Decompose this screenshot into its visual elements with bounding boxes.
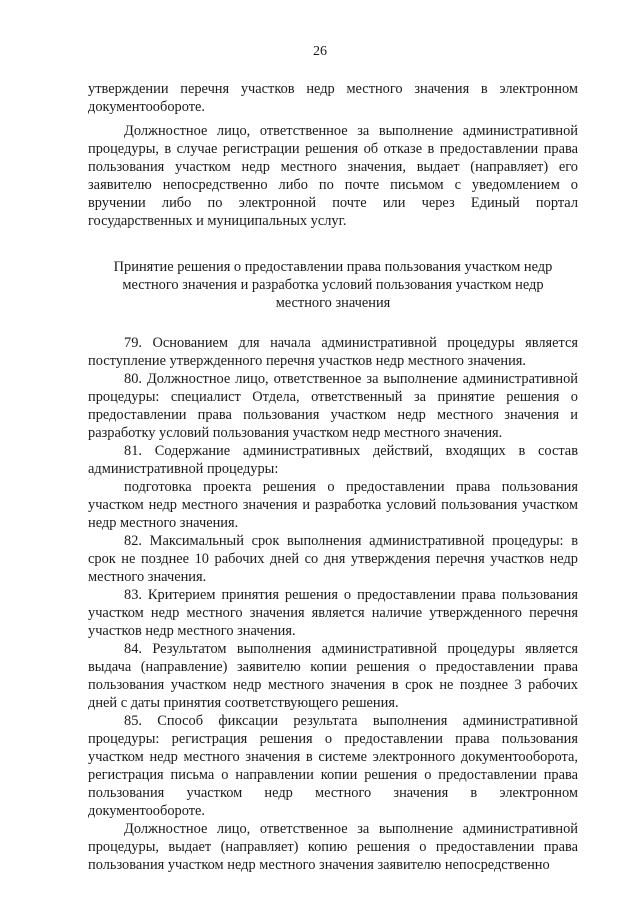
page-number: 26: [313, 44, 327, 59]
paragraph-refusal-delivery: Должностное лицо, ответственное за выполнение административной процедуры, в случае регистрации решения об отказе в предоставлении права пользования участком недр местного значения, выдает (направляет) его заявителю непосредственно либо по почте письмом с уведомлением о вручении либо по электронной почте или через Единый портал государственных и муниципальных услуг.: [88, 123, 578, 229]
item-80: 80. Должностное лицо, ответственное за выполнение административной процедуры: специалист Отдела, ответственный за принятие решения о предоставлении права пользования участком недр местного значения и разработку условий пользования участком недр местного значения.: [88, 371, 578, 441]
item-82: 82. Максимальный срок выполнения административной процедуры: в срок не позднее 10 рабочих дней со дня утверждения перечня участков недр местного значения.: [88, 533, 578, 585]
paragraph-decision-delivery: Должностное лицо, ответственное за выполнение административной процедуры, выдает (направляет) копию решения о предоставлении права пользования участком недр местного значения заявителю непосредственно: [88, 821, 578, 873]
item-84: 84. Результатом выполнения административной процедуры является выдача (направление) заявителю копии решения о предоставлении права пользования участком недр местного значения в срок не позднее 3 рабочих дней с даты принятия соответствующего решения.: [88, 641, 578, 711]
item-81-content: подготовка проекта решения о предоставлении права пользования участком недр местного значения и разработка условий пользования участком недр местного значения.: [88, 479, 578, 531]
document-body: [88, 80, 578, 874]
item-83: 83. Критерием принятия решения о предоставлении права пользования участком недр местного значения является наличие утвержденного перечня участков недр местного значения.: [88, 587, 578, 639]
item-85: 85. Способ фиксации результата выполнения административной процедуры: регистрация решения о предоставлении права пользования участком недр местного значения в системе электронного документооборота, регистрация письма о направлении копии решения о предоставлении права пользования участком недр местного значения в электронном документообороте.: [88, 713, 578, 819]
item-81: 81. Содержание административных действий, входящих в состав административной процедуры:: [88, 443, 578, 477]
item-79: 79. Основанием для начала административной процедуры является поступление утвержденного перечня участков недр местного значения.: [88, 335, 578, 369]
section-heading: Принятие решения о предоставлении права пользования участком недр местного значения и разработка условий пользования участком недр местного значения: [113, 259, 553, 311]
paragraph-continuation: утверждении перечня участков недр местного значения в электронном документообороте.: [88, 81, 578, 115]
